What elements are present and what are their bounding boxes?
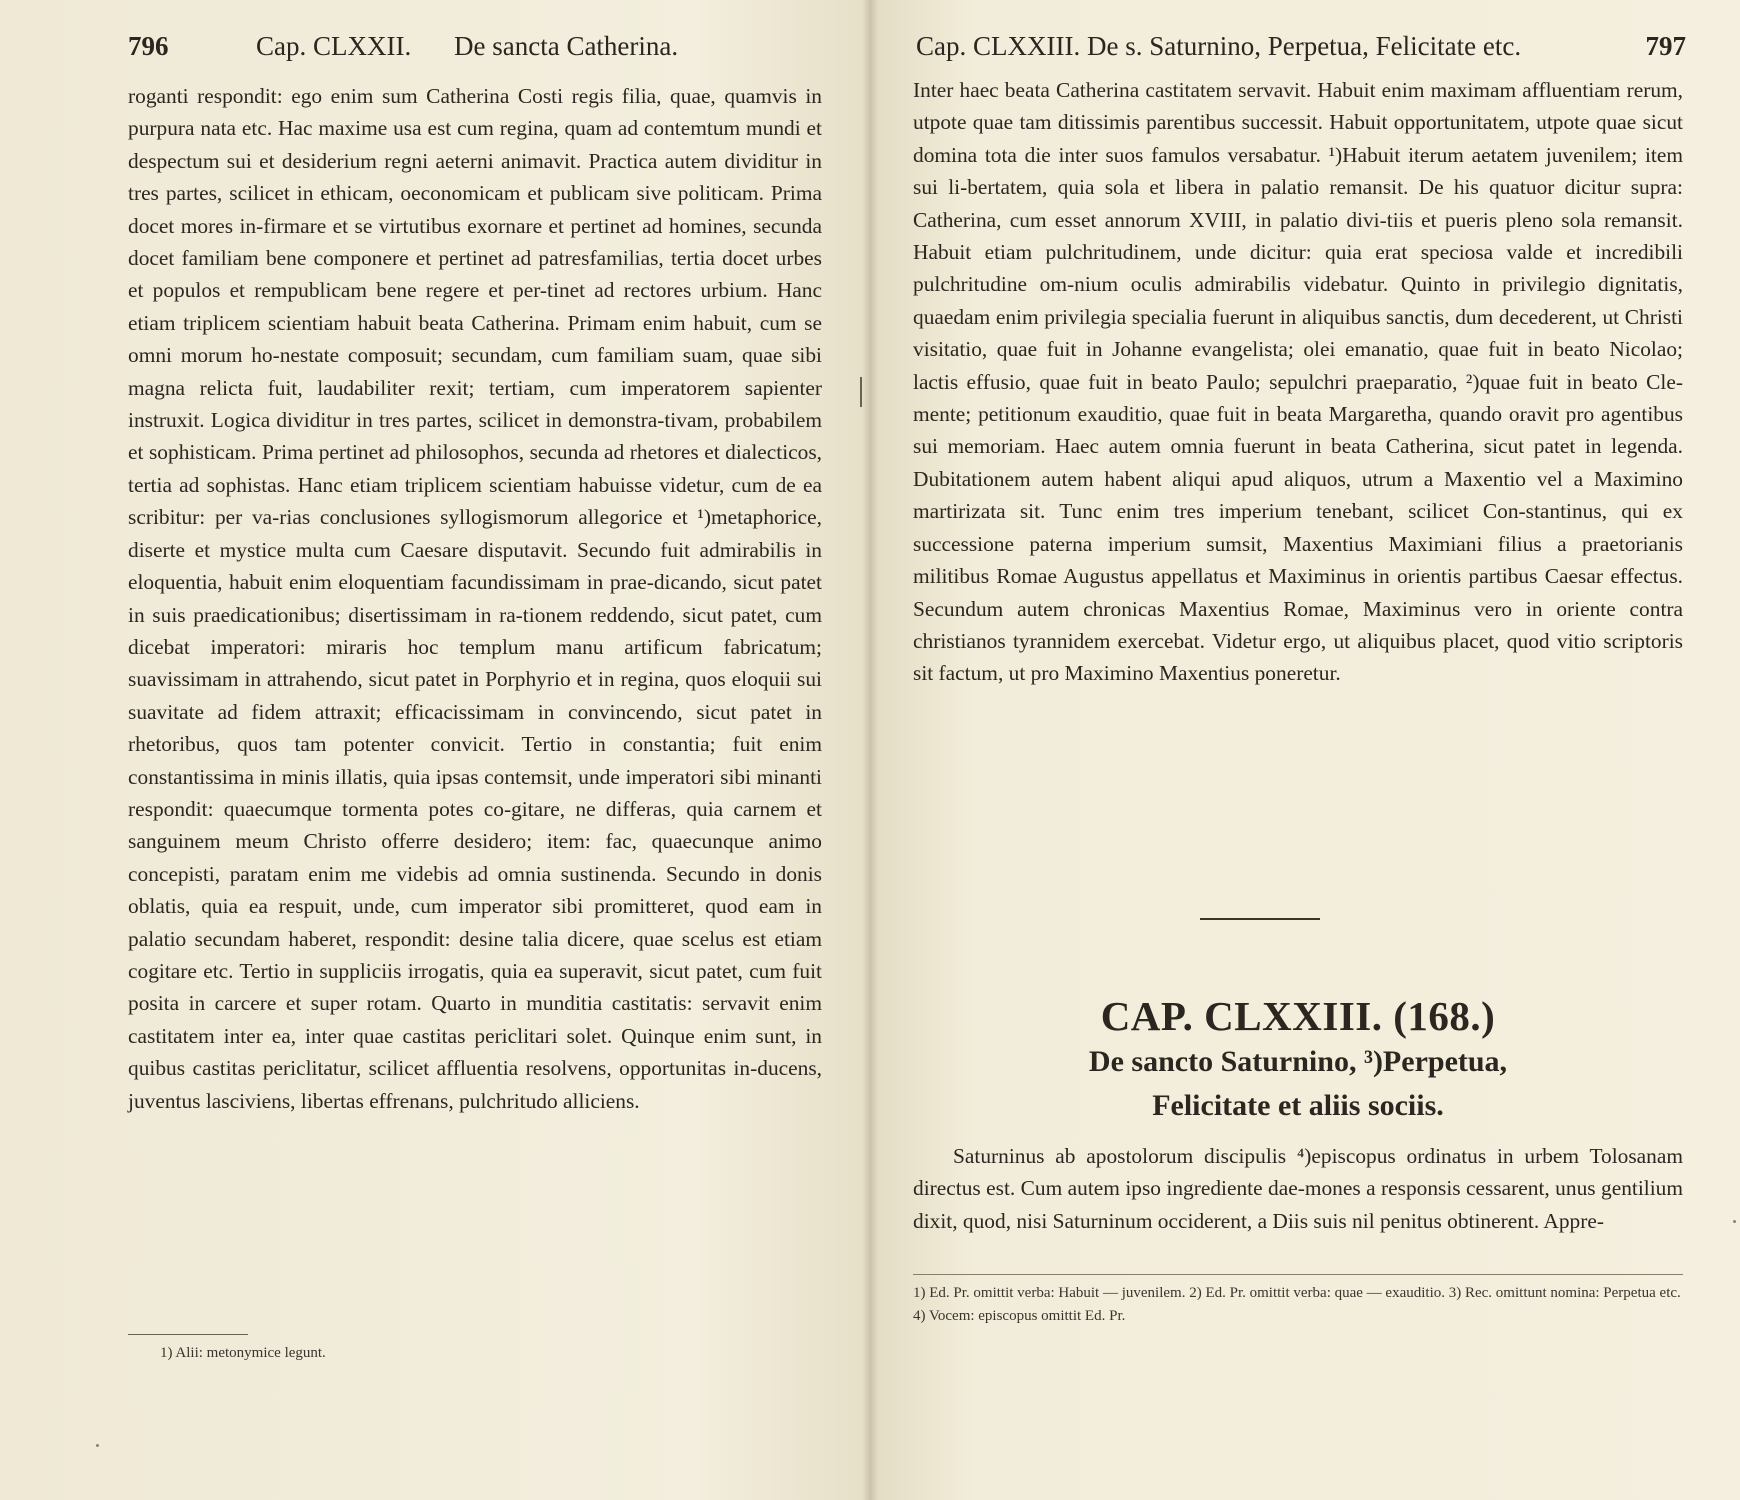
paper-speck bbox=[1733, 1220, 1736, 1223]
footnote: 1) Alii: metonymice legunt. bbox=[160, 1345, 326, 1361]
paper-speck bbox=[96, 1444, 99, 1447]
running-chapter: Cap. CLXXII. bbox=[256, 31, 412, 61]
margin-mark bbox=[860, 377, 862, 407]
chapter-title-line: Felicitate et aliis sociis. bbox=[1152, 1089, 1444, 1122]
chapter-heading: CAP. CLXXIII. (168.) bbox=[1100, 993, 1496, 1039]
page-number: 796 bbox=[128, 31, 169, 61]
chapter-body: Saturninus ab apostolorum discipulis ⁴)episcopus ordinatus in urbem Tolosanam directus est. Cum autem ipso ingrediente dae-mones a responsis cessarent, unus gentilium dixit, quod, nisi Saturninum occiderent, a Diis suis nil penitus obtinerent. Appre- bbox=[913, 1144, 1683, 1233]
footnote-rule bbox=[913, 1274, 1683, 1275]
chapter-title-line: De sancto Saturnino, ³)Perpetua, bbox=[1088, 1045, 1508, 1078]
footnotes: 1) Ed. Pr. omittit verba: Habuit — juvenilem. 2) Ed. Pr. omittit verba: quae — exauditio. 3) Rec. omittunt nomina: Perpetua etc. 4) Vocem: episcopus omittit Ed. Pr. bbox=[913, 1285, 1681, 1324]
running-title: Cap. CLXXIII. De s. Saturnino, Perpetua, Felicitate etc. bbox=[916, 31, 1522, 61]
gutter-shadow bbox=[862, 0, 878, 1500]
page-number: 797 bbox=[1645, 31, 1686, 61]
section-divider bbox=[1200, 918, 1320, 920]
running-head bbox=[916, 26, 1686, 66]
footnote-rule bbox=[128, 1334, 248, 1335]
running-title: De sancta Catherina. bbox=[454, 31, 679, 61]
running-head bbox=[128, 26, 828, 66]
right-page bbox=[870, 0, 1740, 1500]
body-text: roganti respondit: ego enim sum Catherina Costi regis filia, quae, quamvis in purpura nata etc. Hac maxime usa est cum regina, quam ad contemtum mundi et despectum sui et desiderium regni aeterni animavit. Practica autem dividitur in tres partes, scilicet in ethicam, oeconomicam et publicam sive politicam. Prima docet mores in-firmare et se virtutibus exornare et pertinet ad homines, secunda docet familiam bene componere et pertinet ad patresfamilias, tertia docet urbes et populos et rempublicam bene regere et per-tinet ad rectores urbium. Hanc etiam triplicem scientiam habuit beata Catherina. Primam enim habuit, cum se omni morum ho-nestate composuit; secundam, cum familiam suam, quae sibi magna relicta fuit, laudabiliter rexit; tertiam, cum imperatorem sapienter instruxit. Logica dividitur in tres partes, scilicet in demonstra-tivam, probabilem et sophisticam. Prima pertinet ad philosophos, secunda ad rhetores et dialecticos, tertia ad sophistas. Hanc etiam triplicem scientiam habuisse videtur, cum de ea scribitur: per va-rias conclusiones syllogismorum allegorice et ¹)metaphorice, diserte et mystice multa cum Caesare disputavit. Secundo fuit admirabilis in eloquentia, habuit enim eloquentiam facundissimam in prae-dicando, sicut patet in suis praedicationibus; disertissimam in ra-tionem reddendo, sicut patet, cum dicebat imperatori: miraris hoc templum manu artificum fabricatum; suavissimam in attrahendo, sicut patet in Porphyrio et in regina, quos eloquii sui suavitate ad fidem attraxit; efficacissimam in convincendo, sicut patet in rhetoribus, quos tam potenter convicit. Tertio in constantia; fuit enim constantissima in minis illatis, quia ipsas contemsit, unde imperatori sibi minanti respondit: quaecumque tormenta potes co-gitare, ne differas, quia carnem et sanguinem meum Christo offerre desidero; item: fac, quaecunque animo concepisti, paratam enim me videbis ad omnia sustinenda. Secundo in donis oblatis, quia ea respuit, unde, cum imperator sibi promitteret, quod eam in palatio secundam haberet, respondit: desine talia dicere, quae scelus est etiam cogitare etc. Tertio in suppliciis irrogatis, quia ea superavit, sicut patet, cum fuit posita in carcere et super rotam. Quarto in munditia castitatis: servavit enim castitatem inter ea, inter quae castitas periclitari solet. Quinque enim sunt, in quibus castitas periclitatur, scilicet affluentia resolvens, opportunitas in-ducens, juventus lasciviens, libertas effrenans, pulchritudo alliciens. bbox=[128, 84, 822, 1113]
body-text: Inter haec beata Catherina castitatem servavit. Habuit enim maximam affluentiam rerum, utpote quae tam ditissimis parentibus successit. Habuit opportunitatem, utpote quae sicut domina tota die inter suos famulos versabatur. ¹)Habuit iterum aetatem juvenilem; item sui li-bertatem, quia sola et libera in palatio remansit. De his quatuor dicitur supra: Catherina, cum esset annorum XVIII, in palatio divi-tiis et pueris pleno sola remansit. Habuit etiam pulchritudinem, unde dicitur: quia erat speciosa valde et incredibili pulchritudine om-nium oculis admirabilis videbatur. Quinto in privilegio dignitatis, quaedam enim privilegia specialia fuerunt in aliquibus sanctis, dum decederent, ut Christi visitatio, quae fuit in Johanne evangelista; olei emanatio, quae fuit in beato Nicolao; lactis effusio, quae fuit in beato Paulo; sepulchri praeparatio, ²)quae fuit in beato Cle-mente; petitionum exauditio, quae fuit in beata Margaretha, quando oravit pro agentibus sui memoriam. Haec autem omnia fuerunt in beata Catherina, sicut patet in legenda. Dubitationem autem habent aliqui apud aliquos, utrum a Maxentio vel a Maximino martirizata sit. Tunc enim tres imperium tenebant, scilicet Con-stantinus, qui ex successione paterna imperium sumsit, Maxentius Maximiani filius a praetorianis militibus Romae Augustus appellatus et Maximinus in orientis partibus Caesar effectus. Secundum autem chronicas Maxentius Romae, Maximinus vero in oriente contra christianos tyrannidem exercebat. Videtur ergo, ut aliquibus placet, quod vitio scriptoris sit factum, ut pro Maximino Maxentius poneretur. bbox=[913, 78, 1683, 686]
chapter-title bbox=[913, 1040, 1683, 1128]
